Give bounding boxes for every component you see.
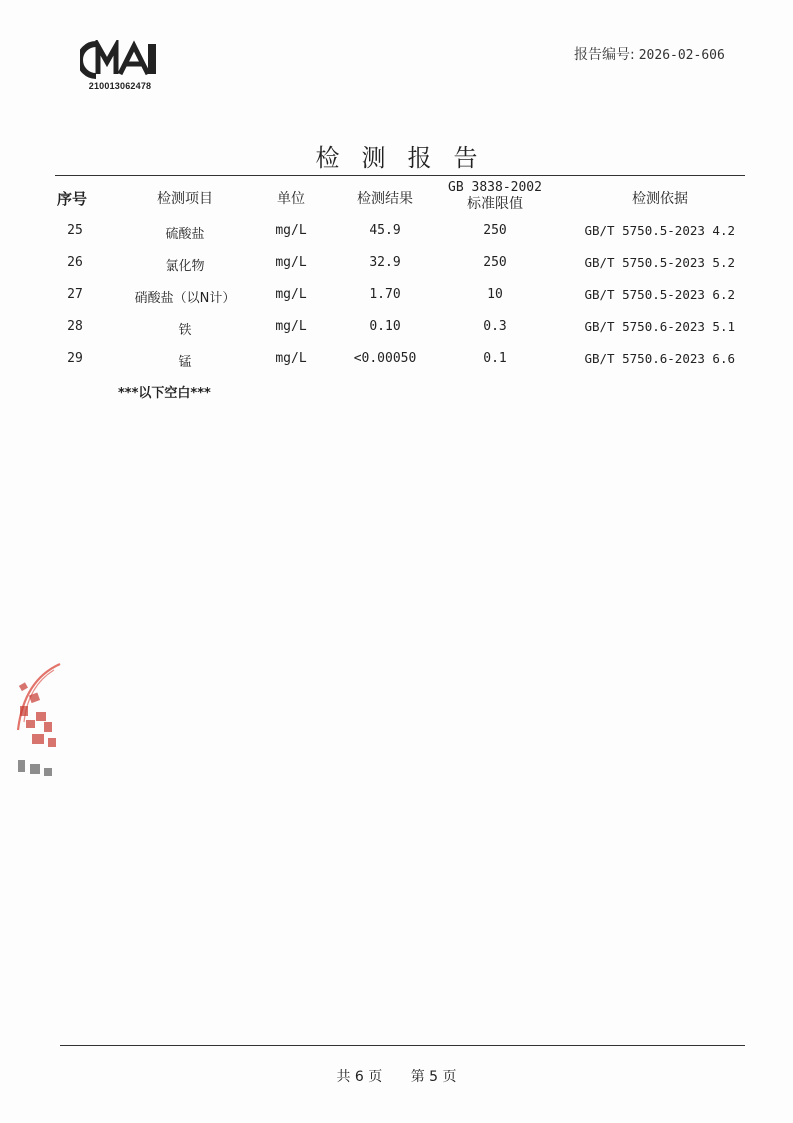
cell-standard: 0.3 bbox=[483, 319, 507, 334]
table-row bbox=[55, 310, 745, 342]
cma-logo bbox=[80, 40, 160, 94]
cell-seq: 25 bbox=[67, 223, 83, 238]
report-number bbox=[574, 44, 725, 64]
cell-result: 1.70 bbox=[369, 287, 401, 302]
cell-basis: GB/T 5750.6-2023 5.1 bbox=[584, 319, 735, 334]
table-row bbox=[55, 278, 745, 310]
table-row bbox=[55, 342, 745, 374]
cma-mark-icon bbox=[80, 40, 160, 80]
results-table bbox=[55, 180, 745, 374]
cell-basis: GB/T 5750.6-2023 6.6 bbox=[584, 351, 735, 366]
cell-result: <0.00050 bbox=[353, 351, 417, 366]
cell-seq: 28 bbox=[67, 319, 83, 334]
cell-unit: mg/L bbox=[275, 223, 307, 238]
cell-unit: mg/L bbox=[275, 351, 307, 366]
report-number-label: 报告编号: bbox=[574, 47, 635, 63]
col-header-basis: 检测依据 bbox=[632, 191, 688, 207]
cell-item: 硫酸盐 bbox=[165, 227, 205, 242]
cell-basis: GB/T 5750.5-2023 6.2 bbox=[584, 287, 735, 302]
seal-stamp-fragment bbox=[14, 660, 66, 790]
col-header-standard bbox=[425, 180, 565, 212]
footer-divider bbox=[60, 1045, 745, 1046]
table-row bbox=[55, 246, 745, 278]
cell-item: 锰 bbox=[178, 355, 192, 370]
cell-result: 32.9 bbox=[369, 255, 401, 270]
col-header-seq: 序号 bbox=[57, 190, 88, 208]
cell-item: 氯化物 bbox=[165, 259, 205, 274]
cell-unit: mg/L bbox=[275, 319, 307, 334]
cell-standard: 250 bbox=[483, 255, 507, 270]
page-title: 检测报告 bbox=[315, 144, 500, 172]
cma-cert-number: 210013062478 bbox=[88, 81, 152, 91]
col-header-result: 检测结果 bbox=[357, 191, 413, 207]
cell-basis: GB/T 5750.5-2023 5.2 bbox=[584, 255, 735, 270]
cell-result: 45.9 bbox=[369, 223, 401, 238]
red-seal-icon bbox=[14, 660, 66, 790]
report-number-value: 2026-02-606 bbox=[638, 48, 725, 63]
cell-unit: mg/L bbox=[275, 287, 307, 302]
table-row bbox=[55, 214, 745, 246]
col-header-standard-label: 标准限值 bbox=[467, 196, 523, 212]
col-header-item: 检测项目 bbox=[157, 191, 213, 207]
table-header bbox=[55, 180, 745, 214]
cell-seq: 27 bbox=[67, 287, 83, 302]
col-header-unit: 单位 bbox=[277, 191, 305, 207]
cell-item: 硝酸盐（以N计） bbox=[134, 291, 236, 306]
blank-below-note: ***以下空白*** bbox=[118, 386, 211, 401]
cell-seq: 29 bbox=[67, 351, 83, 366]
col-header-standard-code: GB 3838-2002 bbox=[448, 180, 542, 195]
cell-basis: GB/T 5750.5-2023 4.2 bbox=[584, 223, 735, 238]
cell-standard: 10 bbox=[487, 287, 503, 302]
cell-item: 铁 bbox=[178, 323, 192, 338]
cell-unit: mg/L bbox=[275, 255, 307, 270]
header-divider bbox=[55, 175, 745, 176]
cell-result: 0.10 bbox=[369, 319, 401, 334]
page-footer bbox=[0, 1066, 793, 1086]
current-page: 第 5 页 bbox=[410, 1069, 457, 1085]
total-pages: 共 6 页 bbox=[336, 1069, 383, 1085]
cell-seq: 26 bbox=[67, 255, 83, 270]
cell-standard: 250 bbox=[483, 223, 507, 238]
cell-standard: 0.1 bbox=[483, 351, 507, 366]
